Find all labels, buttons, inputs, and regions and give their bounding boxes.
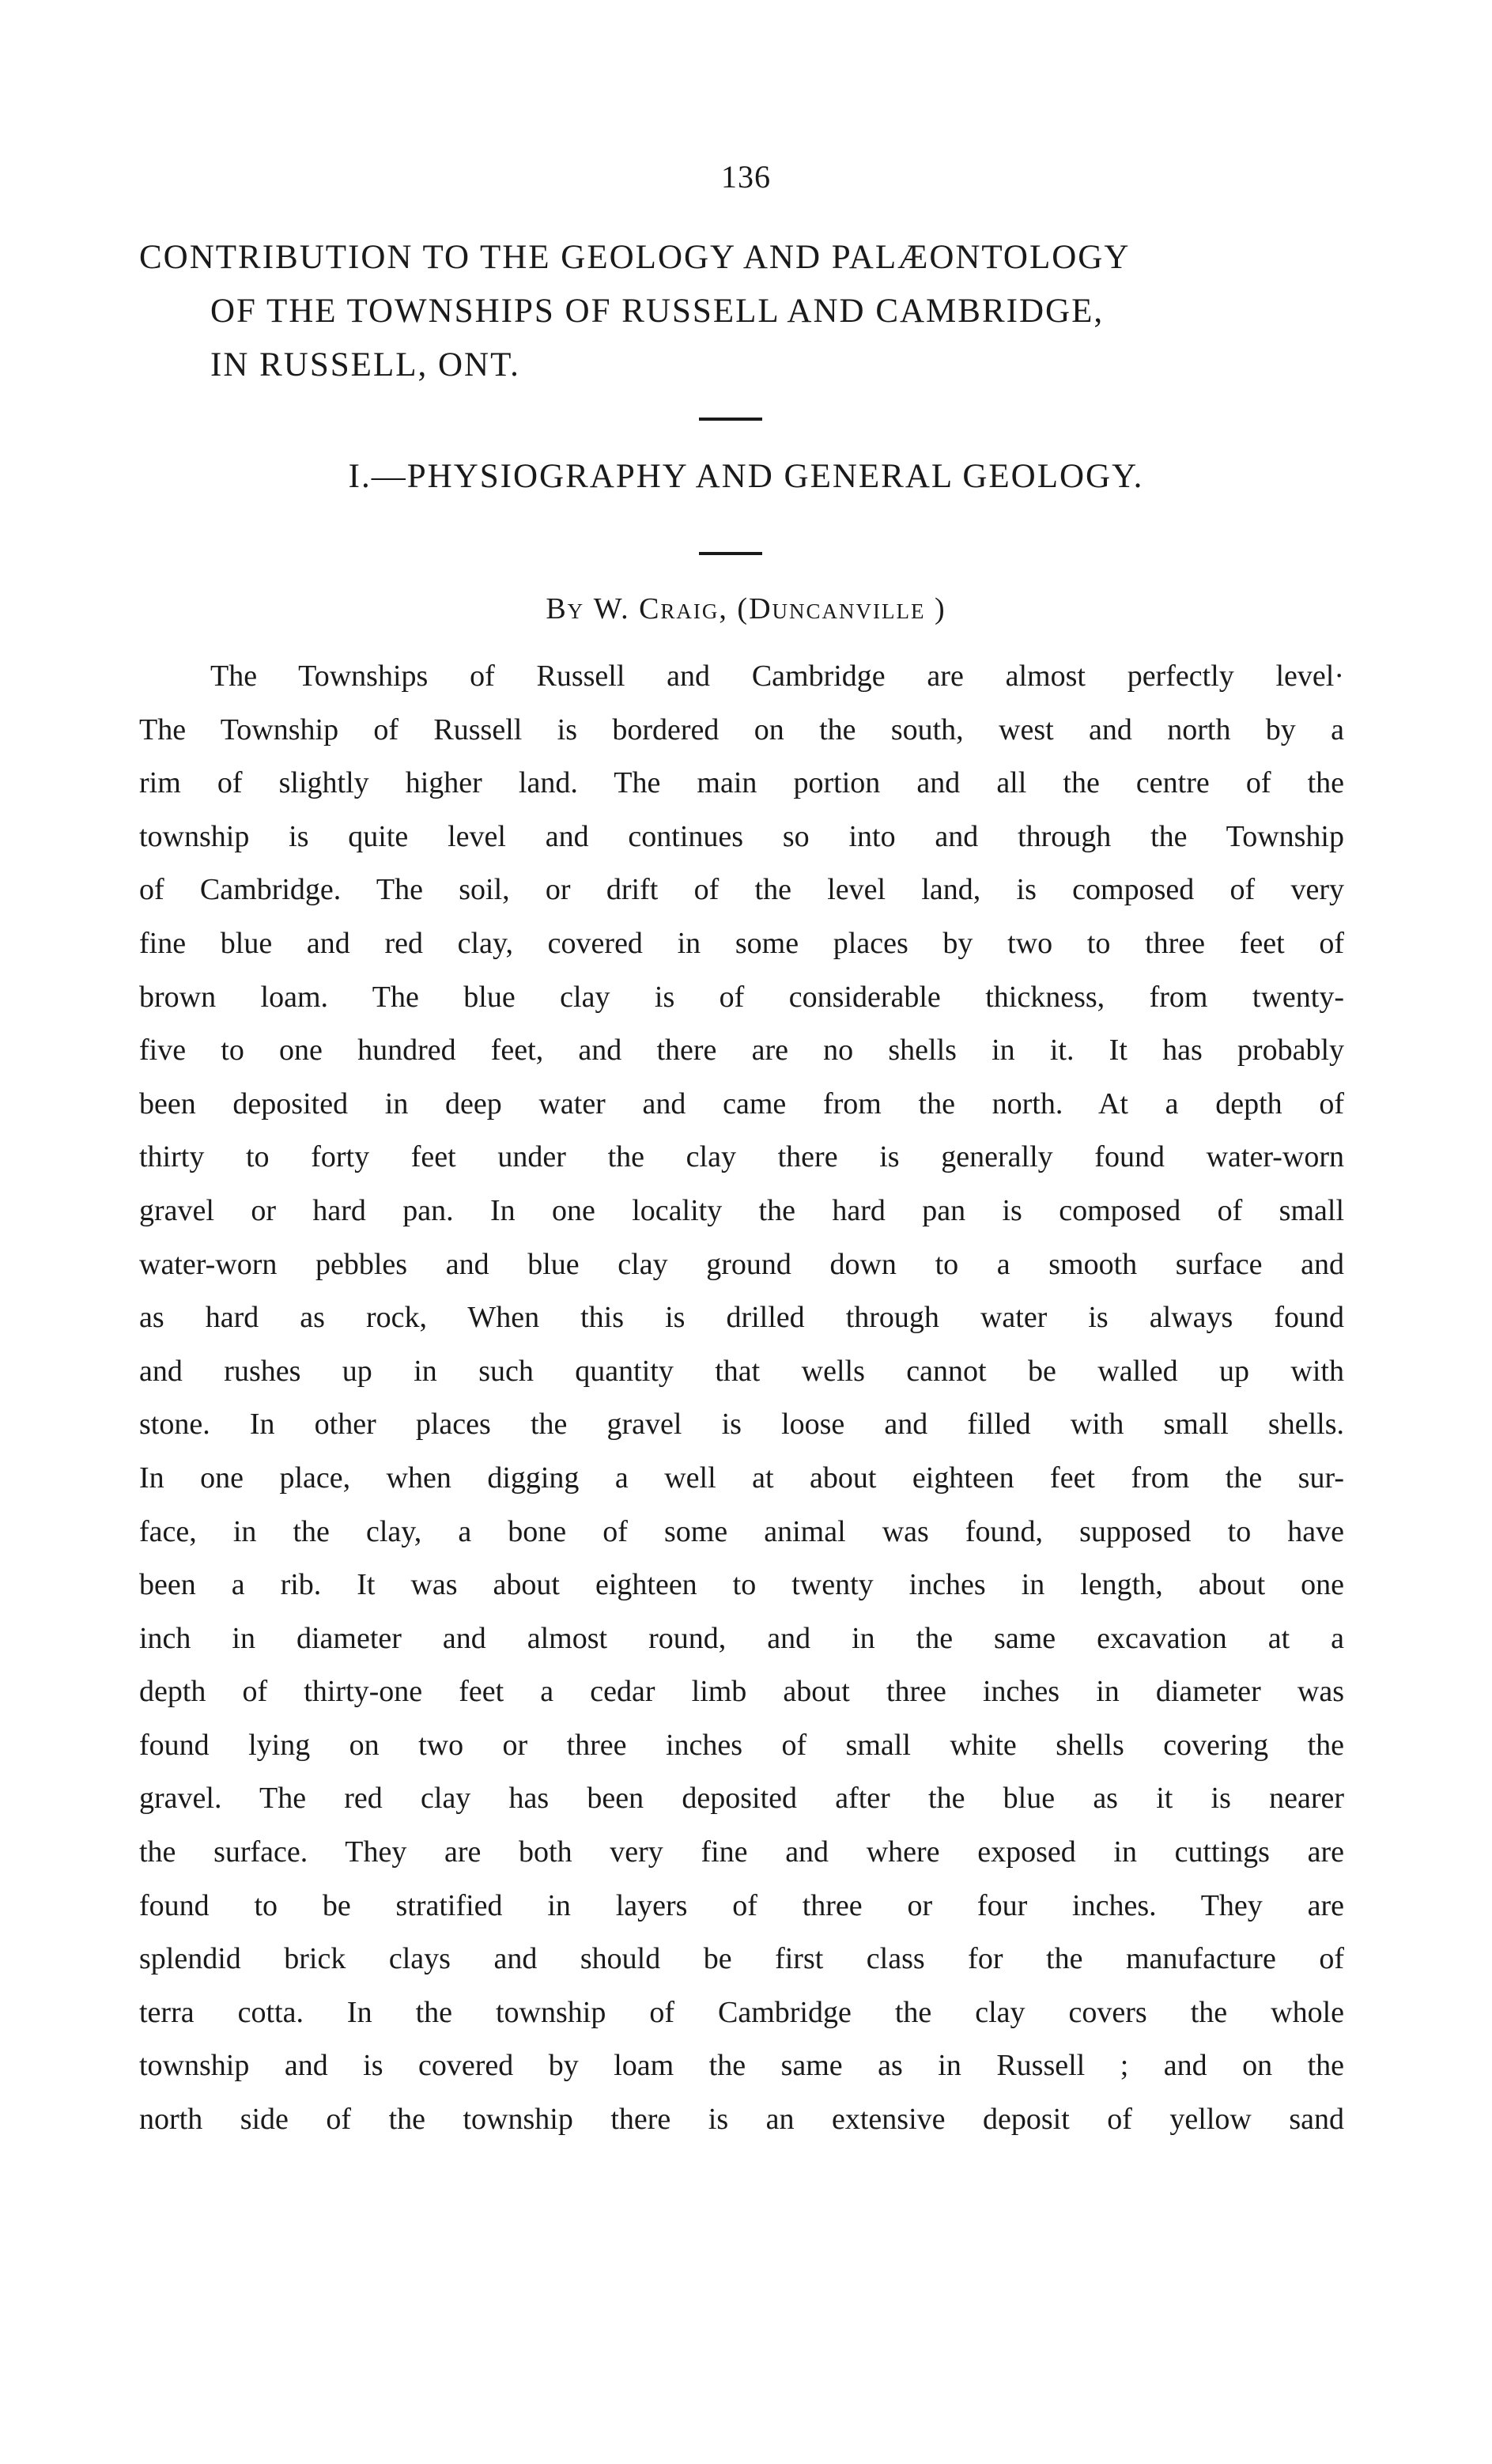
body-line: The Township of Russell is bordered on the south, west and north by a [139, 712, 1344, 746]
body-paragraph [139, 650, 1344, 2147]
body-line: of Cambridge. The soil, or drift of the level land, is composed of very [139, 873, 1344, 907]
body-line: found lying on two or three inches of small white shells covering the [139, 1728, 1344, 1762]
body-line: depth of thirty-one feet a cedar limb about three inches in diameter was [139, 1675, 1344, 1709]
body-line: thirty to forty feet under the clay there is generally found water-worn [139, 1140, 1344, 1174]
body-line: township is quite level and continues so into and through the Township [139, 819, 1344, 853]
body-line: gravel or hard pan. In one locality the hard pan is composed of small [139, 1193, 1344, 1227]
title-divider [699, 418, 762, 421]
body-line: rim of slightly higher land. The main portion and all the centre of the [139, 766, 1344, 800]
body-line: and rushes up in such quantity that wells cannot be walled up with [139, 1354, 1344, 1388]
byline-place: (Duncanville ) [737, 592, 946, 625]
section-heading: I.—PHYSIOGRAPHY AND GENERAL GEOLOGY. [348, 458, 1144, 495]
body-line: gravel. The red clay has been deposited after the blue as it is nearer [139, 1782, 1344, 1816]
body-line: the surface. They are both very fine and where exposed in cuttings are [139, 1835, 1344, 1869]
title-line-3: IN RUSSELL, ONT. [210, 346, 520, 384]
body-line: splendid brick clays and should be first class for the manufacture of [139, 1942, 1344, 1976]
byline-prefix: By [546, 592, 585, 625]
author-byline [0, 591, 1492, 626]
body-line: terra cotta. In the township of Cambridge the clay covers the whole [139, 1995, 1344, 2029]
body-line: as hard as rock, When this is drilled through water is always found [139, 1301, 1344, 1335]
byline-author: W. Craig, [593, 592, 728, 625]
body-line: The Townships of Russell and Cambridge are almost perfectly level· [210, 659, 1344, 693]
body-line: brown loam. The blue clay is of considerable thickness, from twenty- [139, 980, 1344, 1014]
body-line: been a rib. It was about eighteen to twenty inches in length, about one [139, 1568, 1344, 1602]
heading-divider [699, 552, 762, 555]
article-title [139, 231, 1373, 392]
body-line: inch in diameter and almost round, and in the same excavation at a [139, 1621, 1344, 1655]
body-line: water-worn pebbles and blue clay ground down to a smooth surface and [139, 1247, 1344, 1281]
body-line: five to one hundred feet, and there are no shells in it. It has probably [139, 1034, 1344, 1068]
body-line: fine blue and red clay, covered in some places by two to three feet of [139, 926, 1344, 960]
title-line-1: CONTRIBUTION TO THE GEOLOGY AND PALÆONTOLOGY [139, 239, 1131, 276]
body-line: been deposited in deep water and came from the north. At a depth of [139, 1087, 1344, 1121]
body-line: north side of the township there is an extensive deposit of yellow sand [139, 2103, 1344, 2137]
page-number: 136 [721, 159, 771, 195]
body-line: found to be stratified in layers of three or four inches. They are [139, 1888, 1344, 1922]
title-line-2: OF THE TOWNSHIPS OF RUSSELL AND CAMBRIDGE, [210, 293, 1105, 330]
body-line: face, in the clay, a bone of some animal was found, supposed to have [139, 1514, 1344, 1548]
body-line: stone. In other places the gravel is loose and filled with small shells. [139, 1408, 1344, 1442]
body-line: In one place, when digging a well at about eighteen feet from the sur- [139, 1461, 1344, 1495]
body-line: township and is covered by loam the same as in Russell ; and on the [139, 2049, 1344, 2083]
